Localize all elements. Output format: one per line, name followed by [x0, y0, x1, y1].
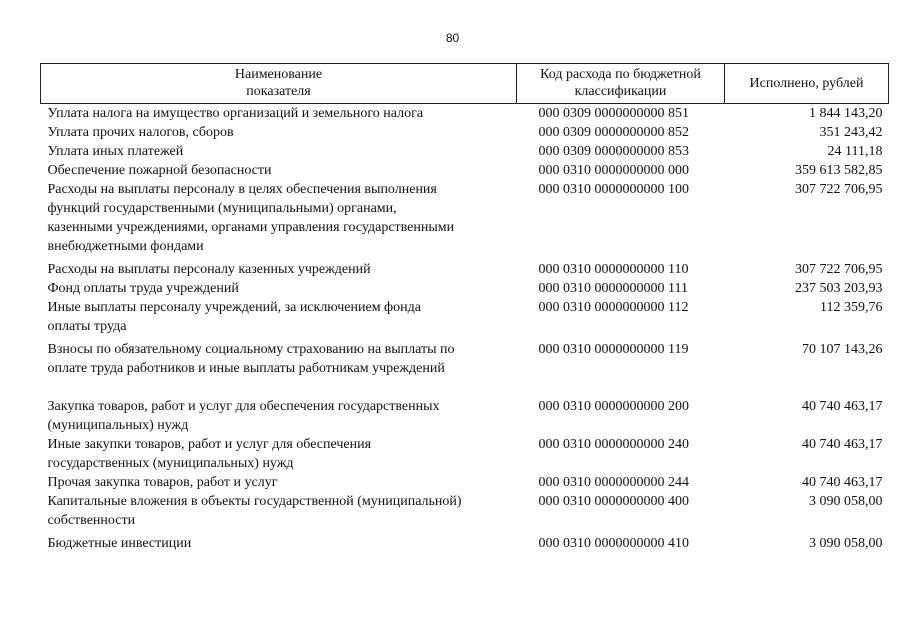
row-amount: 70 107 143,26 [802, 342, 883, 357]
table-row [41, 123, 889, 142]
table-row [41, 279, 889, 298]
row-amount: 24 111,18 [827, 144, 883, 159]
row-name: Прочая закупка товаров, работ и услуг [47, 475, 278, 490]
row-code: 000 0309 0000000000 851 [538, 106, 689, 121]
row-amount: 3 090 058,00 [809, 494, 883, 509]
row-amount: 237 503 203,93 [795, 281, 883, 296]
table-row [41, 492, 889, 534]
table-row [41, 161, 889, 180]
row-amount: 112 359,76 [820, 300, 883, 315]
row-code: 000 0310 0000000000 410 [538, 536, 689, 551]
row-amount: 40 740 463,17 [802, 437, 883, 452]
table-row [41, 340, 889, 397]
table-row [41, 260, 889, 279]
table-row [41, 534, 889, 553]
row-code: 000 0309 0000000000 853 [538, 144, 689, 159]
table-row [41, 435, 889, 473]
row-amount: 359 613 582,85 [795, 163, 883, 178]
row-name: Взносы по обязательному социальному страхованию на выплаты по оплате труда работников и иные выплаты работникам учреждений [47, 342, 455, 376]
row-amount: 307 722 706,95 [795, 182, 883, 197]
row-name: Уплата налога на имущество организаций и земельного налога [47, 106, 424, 121]
table-row [41, 298, 889, 340]
row-name: Закупка товаров, работ и услуг для обеспечения государственных (муниципальных) нужд [47, 399, 440, 433]
header-name: Наименование показателя [41, 64, 517, 104]
table-row [41, 104, 889, 124]
row-code: 000 0310 0000000000 100 [538, 182, 689, 197]
row-code: 000 0310 0000000000 111 [538, 281, 688, 296]
expenditure-table [40, 63, 889, 553]
table-row [41, 473, 889, 492]
row-name: Фонд оплаты труда учреждений [47, 281, 239, 296]
row-name: Уплата иных платежей [47, 144, 184, 159]
row-name: Иные выплаты персоналу учреждений, за исключением фонда оплаты труда [47, 300, 421, 334]
page-number: 80 [445, 31, 460, 45]
row-code: 000 0310 0000000000 400 [538, 494, 689, 509]
row-code: 000 0309 0000000000 852 [538, 125, 689, 140]
row-code: 000 0310 0000000000 240 [538, 437, 689, 452]
table-row [41, 180, 889, 260]
row-code: 000 0310 0000000000 110 [538, 262, 689, 277]
row-amount: 307 722 706,95 [795, 262, 883, 277]
header-amount: Исполнено, рублей [725, 64, 889, 104]
row-name: Расходы на выплаты персоналу казенных учреждений [47, 262, 371, 277]
row-name: Бюджетные инвестиции [47, 536, 192, 551]
row-code: 000 0310 0000000000 200 [538, 399, 689, 414]
row-amount: 1 844 143,20 [809, 106, 883, 121]
row-amount: 3 090 058,00 [809, 536, 883, 551]
table-row [41, 397, 889, 435]
row-name: Капитальные вложения в объекты государственной (муниципальной) собственности [47, 494, 462, 528]
row-code: 000 0310 0000000000 000 [538, 163, 689, 178]
row-name: Уплата прочих налогов, сборов [47, 125, 234, 140]
row-code: 000 0310 0000000000 244 [538, 475, 689, 490]
table-row [41, 142, 889, 161]
row-amount: 40 740 463,17 [802, 399, 883, 414]
row-amount: 40 740 463,17 [802, 475, 883, 490]
row-amount: 351 243,42 [819, 125, 883, 140]
row-name: Иные закупки товаров, работ и услуг для обеспечения государственных (муниципальных) нужд [47, 437, 372, 471]
row-name: Обеспечение пожарной безопасности [47, 163, 272, 178]
header-code: Код расхода по бюджетной классификации [517, 64, 725, 104]
row-name: Расходы на выплаты персоналу в целях обеспечения выполнения функций государственными (муниципальными) органами, казенными учреждениями, органами управления государственными внебюджетными фондами [47, 182, 455, 254]
row-code: 000 0310 0000000000 119 [538, 342, 689, 357]
row-code: 000 0310 0000000000 112 [538, 300, 689, 315]
table-header-row [41, 64, 889, 104]
